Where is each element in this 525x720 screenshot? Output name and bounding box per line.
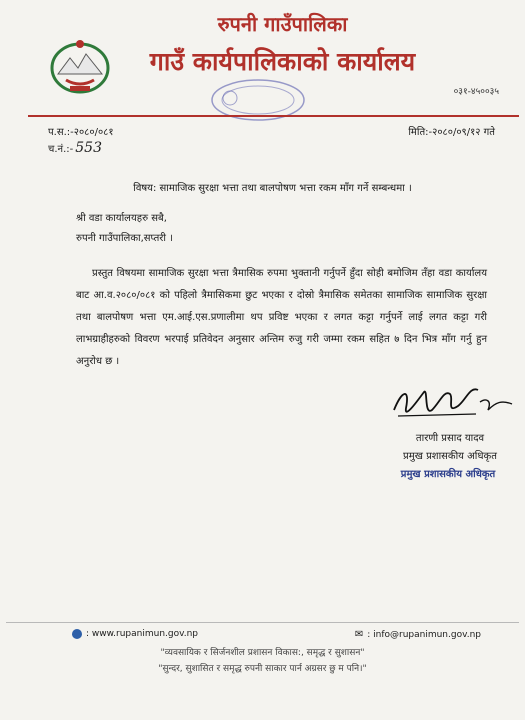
- letter-subject: विषय: सामाजिक सुरक्षा भत्ता तथा बालपोषण भत्ता रकम माँग गर्ने सम्बन्धमा ।: [133, 183, 412, 194]
- phone-number: ०३१-४५००३५: [453, 87, 499, 97]
- letter-date: मिति:-२०८०/०९/१२ गते: [408, 127, 495, 138]
- footer-email: [355, 629, 481, 640]
- globe-icon: [72, 629, 82, 639]
- footer-slogan-1: "व्यवसायिक र सिर्जनशील प्रशासन विकास:, समृद्ध र सुशासन": [160, 648, 365, 658]
- website-text: : www.rupanimun.gov.np: [86, 629, 199, 639]
- signatory-title: प्रमुख प्रशासकीय अधिकृत: [403, 451, 497, 462]
- dispatch-number-label: च.नं.:-: [48, 144, 74, 155]
- footer-slogan-2: "सुन्दर, सुशासित र समृद्ध रुपनी साकार पार्न अग्रसर छु म पनि।": [158, 664, 367, 674]
- footer-divider: [6, 622, 519, 623]
- dispatch-number-handwritten: 553: [75, 140, 102, 156]
- footer-website: [72, 629, 198, 639]
- designation-stamp: प्रमुख प्रशासकीय अधिकृत: [400, 469, 496, 480]
- recipient-line-2: रुपनी गाउँपालिका,सप्तरी ।: [76, 233, 173, 244]
- office-name: गाउँ कार्यपालिकाको कार्यालय: [149, 47, 416, 76]
- letter-body: प्रस्तुत विषयमा सामाजिक सुरक्षा भत्ता त्रैमासिक रुपमा भुक्तानी गर्नुपर्ने हुँदा सोही बमोजिम तँहा वडा कार्यालय बाट आ.व.२०८०/०८१ को पहिलो त्रैमासिकमा छुट भएका र दोस्रो त्रैमासिक समेतका सामाजिक सामाजिक सुरक्षा तथा बालपोषण भत्ता एम.आई.एस.प्रणालीमा थप प्रविष्ट भएका र लगत कट्टा गर्नुपर्ने लाई लगत कट्टा गरी लाभग्राहीहरुको विवरण भरपाई प्रतिवेदन अनुसार अन्तिम रुजु गरी जम्मा रकम सहित ७ दिन भित्र माँग गर्नु हुन अनुरोध छ ।: [76, 268, 487, 367]
- reference-number: प.स.:-२०८०/०८१: [48, 127, 114, 138]
- recipient-line-1: श्री वडा कार्यालयहरु सबै,: [76, 213, 167, 224]
- signatory-name: तारणी प्रसाद यादव: [415, 433, 485, 444]
- signature-icon: [388, 380, 518, 428]
- header-divider: [28, 115, 519, 117]
- org-name: रुपनी गाउँपालिका: [217, 12, 348, 36]
- email-text: : info@rupanimun.gov.np: [367, 629, 481, 640]
- mail-icon: ✉: [354, 629, 364, 640]
- dispatch-number: [48, 140, 102, 156]
